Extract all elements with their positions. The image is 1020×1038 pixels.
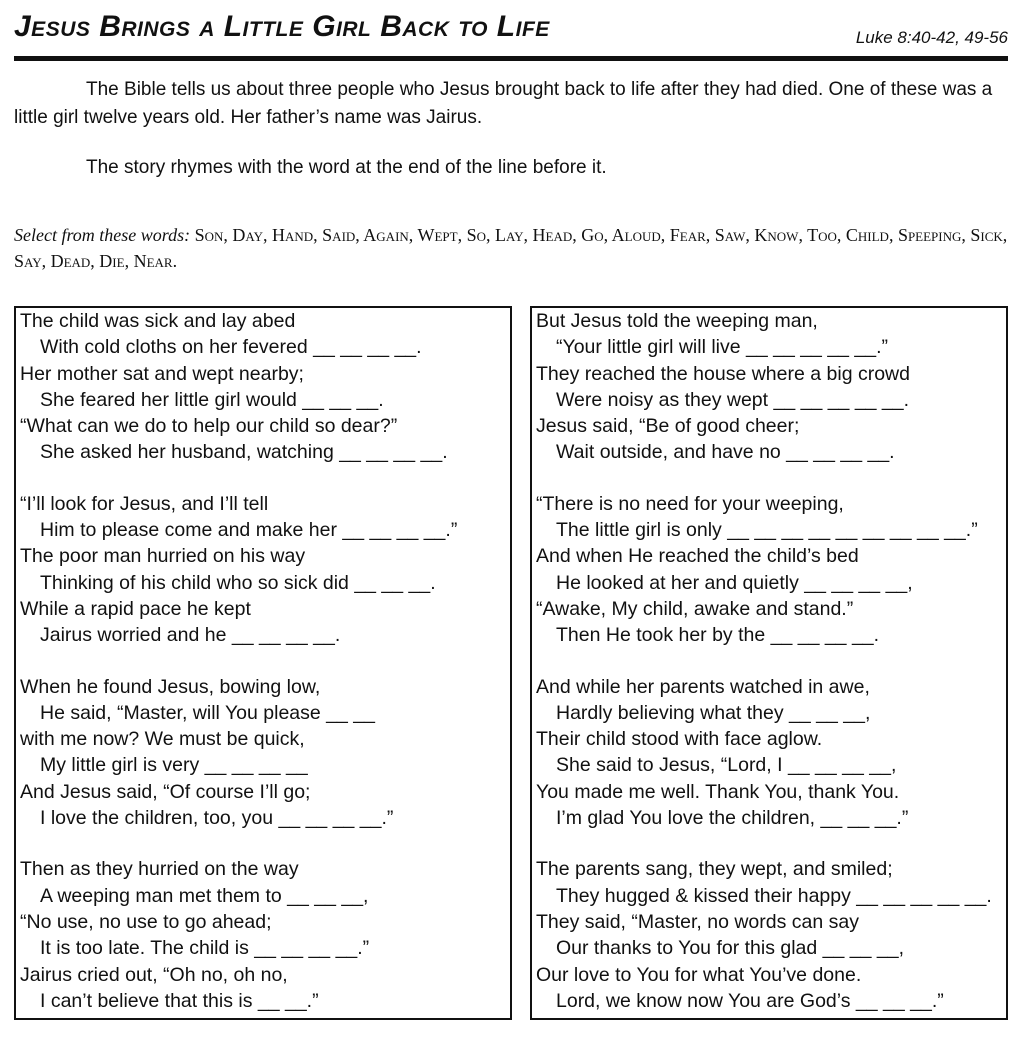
poem-line: When he found Jesus, bowing low,	[20, 675, 321, 698]
poem-line: They said, “Master, no words can say	[536, 910, 859, 933]
poem-line-blank: Wait outside, and have no __ __ __ __.	[556, 441, 895, 464]
poem-line: “There is no need for your weeping,	[536, 492, 844, 515]
poem-left-column	[14, 306, 512, 1020]
poem-line-blank: Him to please come and make her __ __ __ __.”	[40, 519, 458, 542]
poem-line: The poor man hurried on his way	[20, 545, 306, 568]
poem-line: Our love to You for what You’ve done.	[536, 963, 862, 986]
poem-line-blank: Lord, we know now You are God’s __ __ __.”	[556, 989, 944, 1012]
poem-line-blank: Hardly believing what they __ __ __,	[556, 701, 871, 724]
poem-line: “No use, no use to go ahead;	[20, 910, 272, 933]
stanza	[20, 856, 506, 1014]
stanza	[536, 674, 1002, 832]
poem-line: While a rapid pace he kept	[20, 597, 251, 620]
poem-line-blank: They hugged & kissed their happy __ __ __ __ __.	[556, 884, 992, 907]
poem-line-blank: She feared her little girl would __ __ __.	[40, 388, 384, 411]
poem-line-blank: Then He took her by the __ __ __ __.	[556, 624, 880, 647]
poem-line-blank: He looked at her and quietly __ __ __ __,	[556, 571, 913, 594]
poem-line: But Jesus told the weeping man,	[536, 310, 818, 332]
stanza	[20, 308, 506, 466]
poem-line-blank: Our thanks to You for this glad __ __ __,	[556, 937, 904, 960]
poem-right-column	[530, 306, 1008, 1020]
poem-line-blank: She asked her husband, watching __ __ __ __.	[40, 441, 448, 464]
poem-line-blank: I can’t believe that this is __ __.”	[40, 989, 319, 1012]
intro-paragraph-2: The story rhymes with the word at the end of the line before it.	[86, 157, 607, 178]
word-bank-words: Son, Day, Hand, Said, Again, Wept, So, Lay, Head, Go, Aloud, Fear, Saw, Know, Too, Child, Speeping, Sick, Say, Dead, Die, Near.	[14, 225, 1008, 271]
poem-line-blank: The little girl is only __ __ __ __ __ __ __ __ __.”	[556, 519, 978, 542]
poem-line-blank: I love the children, too, you __ __ __ __.”	[40, 807, 394, 830]
poem-line-blank: Thinking of his child who so sick did __ __ __.	[40, 571, 436, 594]
poem-line-blank: “Your little girl will live __ __ __ __ __.”	[556, 336, 889, 359]
poem-line: You made me well. Thank You, thank You.	[536, 780, 900, 803]
poem-line-blank: It is too late. The child is __ __ __ __.”	[40, 937, 370, 960]
poem-line-blank: A weeping man met them to __ __ __,	[40, 884, 369, 907]
introduction	[14, 76, 1008, 182]
page-title: Jesus Brings a Little Girl Back to Life	[14, 10, 550, 43]
poem-line: “Awake, My child, awake and stand.”	[536, 597, 854, 620]
scripture-reference: Luke 8:40-42, 49-56	[855, 28, 1008, 47]
stanza	[20, 491, 506, 649]
poem-line-blank: Jairus worried and he __ __ __ __.	[40, 624, 341, 647]
poem-line-blank: I’m glad You love the children, __ __ __.”	[556, 807, 909, 830]
poem-line-blank: My little girl is very __ __ __ __	[40, 754, 308, 777]
poem-line: Her mother sat and wept nearby;	[20, 362, 304, 385]
poem-line: Their child stood with face aglow.	[536, 728, 823, 751]
word-bank	[14, 222, 1008, 274]
intro-paragraph-1: The Bible tells us about three people who Jesus brought back to life after they had died. One of these was a little girl twelve years old. Her father’s name was Jairus.	[14, 79, 993, 128]
poem-line-blank: With cold cloths on her fevered __ __ __ __.	[40, 336, 422, 359]
poem-line: They reached the house where a big crowd	[536, 362, 910, 385]
poem-line: And Jesus said, “Of course I’ll go;	[20, 780, 311, 803]
page-header	[14, 8, 1008, 54]
poem-line: “I’ll look for Jesus, and I’ll tell	[20, 492, 269, 515]
poem-line: The parents sang, they wept, and smiled;	[536, 858, 893, 881]
poem-line: Jairus cried out, “Oh no, oh no,	[20, 963, 288, 986]
poem-line: with me now? We must be quick,	[20, 728, 305, 751]
poem-line-blank: He said, “Master, will You please __ __	[40, 701, 375, 724]
poem-line-blank: She said to Jesus, “Lord, I __ __ __ __,	[556, 754, 897, 777]
poem-line: And when He reached the child’s bed	[536, 545, 859, 568]
stanza	[536, 856, 1002, 1014]
poem-line-blank: Were noisy as they wept __ __ __ __ __.	[556, 388, 910, 411]
poem-line: Then as they hurried on the way	[20, 858, 299, 881]
poem-line: “What can we do to help our child so dear?”	[20, 415, 398, 438]
poem-line: The child was sick and lay abed	[20, 310, 296, 332]
word-bank-lead: Select from these words:	[14, 225, 191, 245]
poem-line: And while her parents watched in awe,	[536, 675, 870, 698]
stanza	[20, 674, 506, 832]
stanza	[536, 308, 1002, 466]
stanza	[536, 491, 1002, 649]
poem-line: Jesus said, “Be of good cheer;	[536, 415, 800, 438]
title-divider	[14, 56, 1008, 61]
